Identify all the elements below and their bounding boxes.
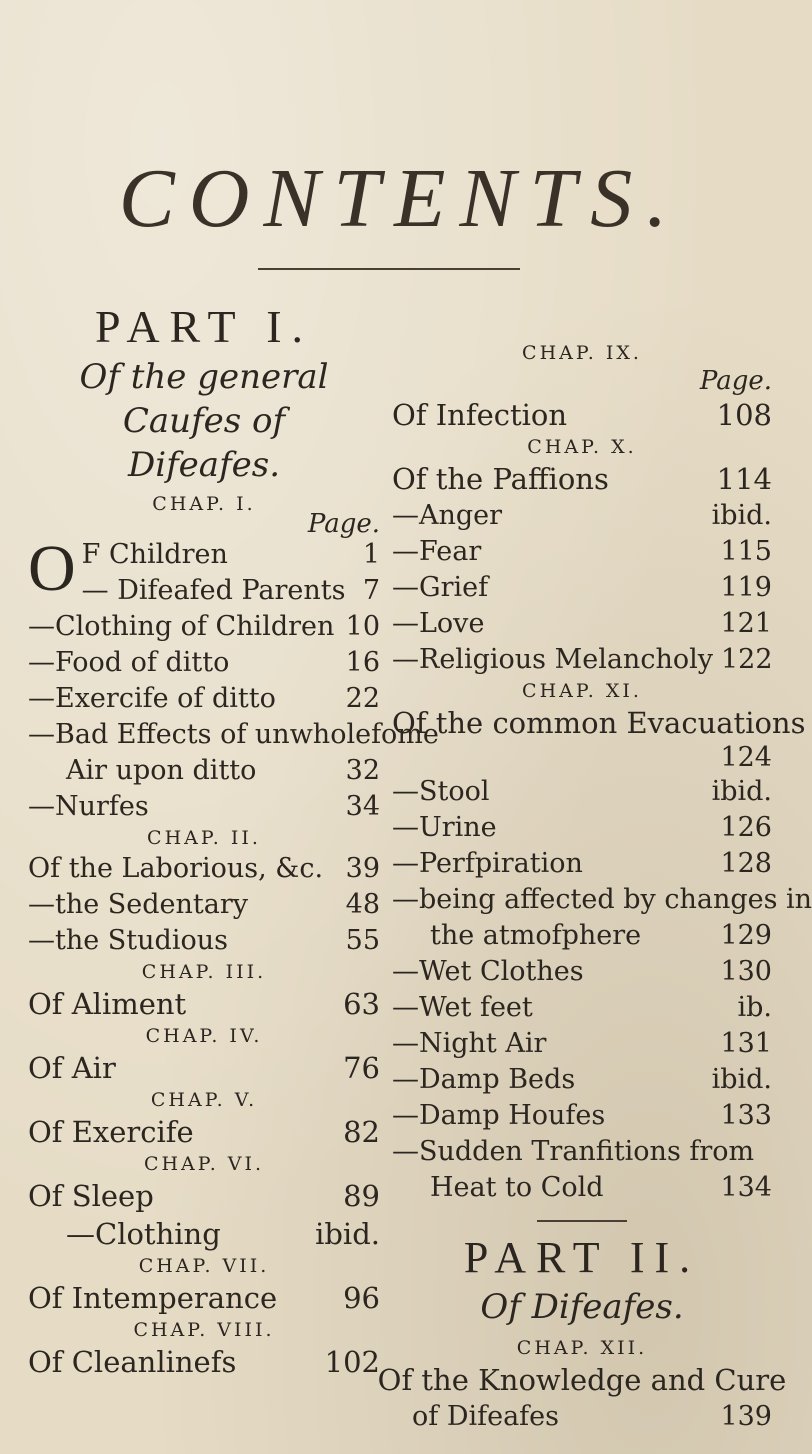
toc-entry xyxy=(28,923,380,959)
entry-page: 32 xyxy=(345,755,380,786)
entry-title: —being affected by changes in xyxy=(392,884,812,915)
entry-page: 1 xyxy=(362,539,380,570)
toc-entry xyxy=(392,396,772,434)
entry-page: 108 xyxy=(716,398,772,432)
entry-page: 126 xyxy=(720,812,772,843)
entry-page: ibid. xyxy=(315,1217,380,1251)
entry-title: Of Sleep xyxy=(28,1179,154,1213)
entry-page: 102 xyxy=(324,1345,380,1379)
toc-entry xyxy=(392,1399,772,1435)
chapter-label: CHAP. VIII. xyxy=(133,1319,275,1341)
chapter-label: CHAP. IV. xyxy=(145,1025,263,1047)
entry-page: 131 xyxy=(720,1028,772,1059)
entry-title: —Fear xyxy=(392,536,482,567)
entry-title: Heat to Cold xyxy=(430,1172,604,1203)
toc-entry xyxy=(392,990,772,1026)
toc-entry xyxy=(392,460,772,498)
entry-page: ibid. xyxy=(711,776,772,807)
toc-entry xyxy=(392,534,772,570)
entry-page: 7 xyxy=(362,575,380,606)
entry-page: 34 xyxy=(345,791,380,822)
entry-title: —Damp Houfes xyxy=(392,1100,606,1131)
toc-entry xyxy=(28,1215,380,1253)
entry-title: —Love xyxy=(392,608,485,639)
toc-entry xyxy=(28,681,380,717)
page-column-label: Page. xyxy=(699,366,772,396)
entry-page: 89 xyxy=(343,1179,380,1213)
entry-page: 139 xyxy=(720,1401,772,1432)
title-divider xyxy=(258,268,520,270)
entry-title: Of the common Evacuations xyxy=(392,706,806,740)
entry-title: —Clothing of Children xyxy=(28,611,335,642)
entry-title: —Stool xyxy=(392,776,490,807)
entry-title: Of Aliment xyxy=(28,987,187,1021)
entry-page: 128 xyxy=(720,848,772,879)
toc-entry xyxy=(28,887,380,923)
entry-title: —Wet Clothes xyxy=(392,956,584,987)
chapter-label: CHAP. IX. xyxy=(522,342,642,364)
toc-entry xyxy=(377,1361,787,1399)
toc-entry xyxy=(392,1098,772,1134)
toc-entry xyxy=(28,1343,380,1381)
toc-entry xyxy=(392,774,772,810)
entry-title: —Nurfes xyxy=(28,791,149,822)
entry-title: —Night Air xyxy=(392,1028,547,1059)
entry-title: F Children xyxy=(81,539,228,570)
entry-page: ibid. xyxy=(711,1064,772,1095)
entry-page: 129 xyxy=(720,920,772,951)
chapter-label: CHAP. II. xyxy=(147,827,261,849)
toc-entry xyxy=(392,810,772,846)
toc-entry xyxy=(392,1134,772,1170)
entry-page: 55 xyxy=(345,925,380,956)
entry-title: —the Studious xyxy=(28,925,228,956)
chapter-label: CHAP. X. xyxy=(527,436,637,458)
toc-entry xyxy=(392,642,772,678)
entry-page: 63 xyxy=(343,987,380,1021)
chapter-label: CHAP. VII. xyxy=(138,1255,270,1277)
entry-title: —Bad Effects of unwholefome xyxy=(28,719,439,750)
toc-entry xyxy=(392,1026,772,1062)
entry-page: 124 xyxy=(720,742,772,773)
chapter-label: CHAP. XI. xyxy=(522,680,642,702)
toc-entry xyxy=(392,846,772,882)
entry-page: 10 xyxy=(345,611,380,642)
entry-title: Of Exercife xyxy=(28,1115,194,1149)
toc-entry xyxy=(28,851,380,887)
entry-title: Air upon ditto xyxy=(66,755,257,786)
chapter-heading xyxy=(28,493,380,537)
toc-entry xyxy=(28,609,380,645)
entry-page: 16 xyxy=(345,647,380,678)
chapter-label: CHAP. III. xyxy=(141,961,267,983)
toc-entry xyxy=(28,645,380,681)
section-divider xyxy=(537,1220,627,1222)
entry-title: Of the Knowledge and Cure xyxy=(377,1363,787,1397)
entry-title: —Perfpiration xyxy=(392,848,583,879)
entry-title: —Sudden Tranfitions from xyxy=(392,1136,755,1167)
entry-page: ib. xyxy=(737,992,772,1023)
toc-entry xyxy=(392,704,806,742)
toc-entry xyxy=(392,918,772,954)
toc-entry xyxy=(28,717,439,753)
entry-title: the atmofphere xyxy=(430,920,642,951)
chapter-label: CHAP. V. xyxy=(150,1089,258,1111)
entry-title: —Grief xyxy=(392,572,489,603)
entry-title: —Food of ditto xyxy=(28,647,230,678)
entry-title: — Difeafed Parents xyxy=(81,575,346,606)
toc-entry xyxy=(82,537,380,573)
entry-page: 39 xyxy=(345,853,380,884)
entry-page: 114 xyxy=(716,462,772,496)
entry-page: 119 xyxy=(720,572,772,603)
toc-entry xyxy=(392,1170,772,1206)
page-title: CONTENTS. xyxy=(118,152,682,245)
entry-page: ibid. xyxy=(711,500,772,531)
entry-title: —Urine xyxy=(392,812,497,843)
entry-page: 115 xyxy=(720,536,772,567)
entry-title: Of Air xyxy=(28,1051,116,1085)
chapter-1-entries xyxy=(28,532,380,609)
drop-cap: O xyxy=(28,532,76,605)
chapter-label: CHAP. VI. xyxy=(143,1153,265,1175)
entry-page: 76 xyxy=(343,1051,380,1085)
entry-page: 48 xyxy=(345,889,380,920)
entry-title: —Damp Beds xyxy=(392,1064,576,1095)
entry-page: 133 xyxy=(720,1100,772,1131)
entry-title: —Exercife of ditto xyxy=(28,683,276,714)
toc-entry xyxy=(392,1062,772,1098)
entry-page: 130 xyxy=(720,956,772,987)
entry-title: Of the Paffions xyxy=(392,462,609,496)
part-subtitle: Of Difeafes. xyxy=(480,1287,684,1327)
entry-page: 82 xyxy=(343,1115,380,1149)
part-heading: PART I. xyxy=(94,301,314,352)
toc-entry xyxy=(28,1279,380,1317)
toc-entry xyxy=(28,753,380,789)
toc-entry xyxy=(28,789,380,825)
entry-page: 96 xyxy=(343,1281,380,1315)
right-column xyxy=(377,340,812,1435)
entry-title: —Religious Melancholy xyxy=(392,644,713,675)
toc-entry xyxy=(28,1177,380,1215)
chapter-label: CHAP. XII. xyxy=(516,1337,648,1359)
toc-entry xyxy=(28,1049,380,1087)
entry-title: Of the Laborious, &c. xyxy=(28,853,324,884)
entry-title: of Difeafes xyxy=(412,1401,560,1432)
toc-entry xyxy=(392,606,772,642)
entry-title: Of Cleanlinefs xyxy=(28,1345,237,1379)
toc-entry xyxy=(82,573,380,609)
entry-title: —Wet feet xyxy=(392,992,533,1023)
part-subtitle-line: Difeafes. xyxy=(127,445,281,485)
entry-title: Of Infection xyxy=(392,398,568,432)
entry-title: —Clothing xyxy=(66,1217,221,1251)
part-subtitle-line: Of the general Caufes of xyxy=(79,357,329,441)
entry-title: —the Sedentary xyxy=(28,889,249,920)
part-subtitle xyxy=(28,355,380,487)
entry-title: Of Intemperance xyxy=(28,1281,278,1315)
entry-page: 134 xyxy=(720,1172,772,1203)
toc-entry xyxy=(28,985,380,1023)
toc-entry xyxy=(28,1113,380,1151)
toc-entry xyxy=(392,570,772,606)
part-heading: PART II. xyxy=(463,1233,701,1282)
chapter-label: CHAP. I. xyxy=(152,493,256,515)
toc-entry xyxy=(392,498,772,534)
entry-page: 122 xyxy=(720,644,773,675)
toc-entry xyxy=(392,882,812,918)
page-column-label: Page. xyxy=(307,509,380,539)
toc-entry xyxy=(392,954,772,990)
entry-page: 121 xyxy=(720,608,772,639)
entry-title: —Anger xyxy=(392,500,503,531)
entry-page: 22 xyxy=(345,683,380,714)
